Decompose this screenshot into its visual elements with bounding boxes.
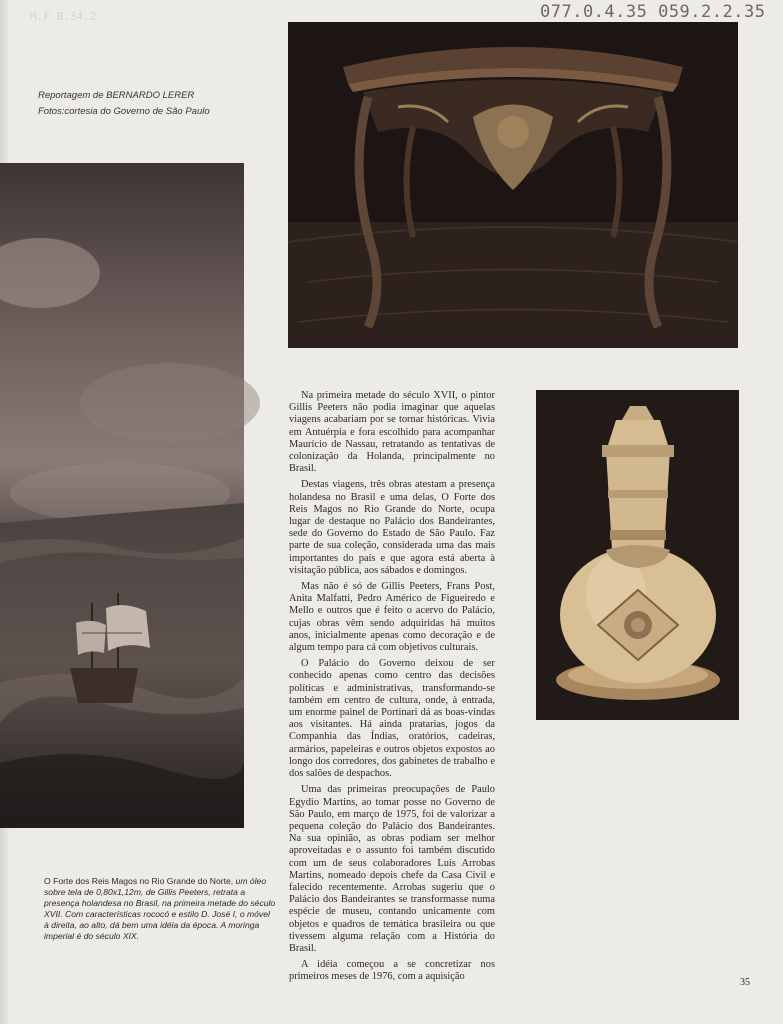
article-paragraph: Destas viagens, três obras atestam a presença holandesa no Brasil e uma delas, O Forte dos Reis Magos no Rio Grande do Norte, ocupa lugar de destaque no Palácio dos Bandeirantes, sede do Governo do Estado de São Paulo. Faz parte de sua coleção, considerada uma das mais importantes do país e que agora está aberta à visitação pública, aos sábados e domingos. <box>289 479 495 576</box>
moringa-jar-image <box>536 390 739 720</box>
article-paragraph: A idéia começou a se concretizar nos primeiros meses de 1976, com a aquisição <box>289 959 495 983</box>
reporter-credit: Reportagem de BERNARDO LERER <box>38 90 195 101</box>
article-paragraph: O Palácio do Governo deixou de ser conhecido apenas como centro das decisões políticas e administrativas, transformando-se também em centro de cultura, onde, à entrada, um enorme painel de Portinari dá as boas-vindas aos visitantes. Há ainda pratarias, jogos da Companhia das Índias, oratórios, cadeiras, armários, papeleiras e outros objetos expostos ao longo dos corredores, dos gabinetes de trabalho e dos salões de despachos. <box>289 658 495 780</box>
caption-title: O Forte dos Reis Magos no Rio Grande do Norte, <box>44 876 234 886</box>
rococo-console-table-image <box>288 22 738 348</box>
article-paragraph: Mas não é só de Gillis Peeters, Frans Post, Anita Malfatti, Pedro Américo de Figueiredo e Mello e outros que é feito o acervo do Palácio, cujas obras vêm sendo adquiridas há muitos anos, inicialmente apenas como decoração e de algum tempo para cá com objetivos culturais. <box>289 581 495 654</box>
console-table-photo <box>288 22 738 348</box>
article-paragraph: Uma das primeiras preocupações de Paulo Egydio Martins, ao tomar posse no Governo de São Paulo, em março de 1975, foi de valorizar a pequena coleção do Palácio dos Bandeirantes. Na sua opinião, as obras podiam ser melhor aproveitadas e o assunto foi também discutido com um de seus colaboradores Luís Arrobas Martins, nomeado depois chefe da Casa Civil e falecido recentemente. Arrobas sugeriu que o Palácio dos Bandeirantes se transformasse numa espécie de museu, contando unicamente com objetos e quadros de temática brasileira ou que tivessem alguma relação com a História do Brasil. <box>289 784 495 954</box>
byline-block <box>38 88 278 120</box>
stormy-sea-ship-image <box>0 163 244 828</box>
page-number: 35 <box>740 977 750 988</box>
photo-credit: Fotos:cortesia do Governo de São Paulo <box>38 106 210 117</box>
photo-caption <box>44 876 276 942</box>
handwritten-archive-code: 077.0.4.35 059.2.2.35 <box>540 2 766 22</box>
article-body <box>289 390 495 983</box>
faint-archive-stamp: M.F.B.34.2 <box>30 10 97 23</box>
article-paragraph: Na primeira metade do século XVII, o pintor Gillis Peeters não podia imaginar que aquelas viagens acabariam por se tornar históricas. Vivia em Antuérpia e fora escolhido para acompanhar Maurício de Nassau, retratando as tentativas de colonização da Holanda, principalmente no Brasil. <box>289 390 495 475</box>
caption-text: um óleo sobre tela de 0,80x1,12m, de Gillis Peeters, retrata a presença holandesa no Brasil, na primeira metade do século XVII. Com características rococó e estilo D. José I, o móvel à direita, ao alto, dá bem uma idéia da época. A moringa imperial é do século XIX. <box>44 876 276 941</box>
imperial-moringa-photo <box>536 390 739 720</box>
painting-photo <box>0 163 244 828</box>
